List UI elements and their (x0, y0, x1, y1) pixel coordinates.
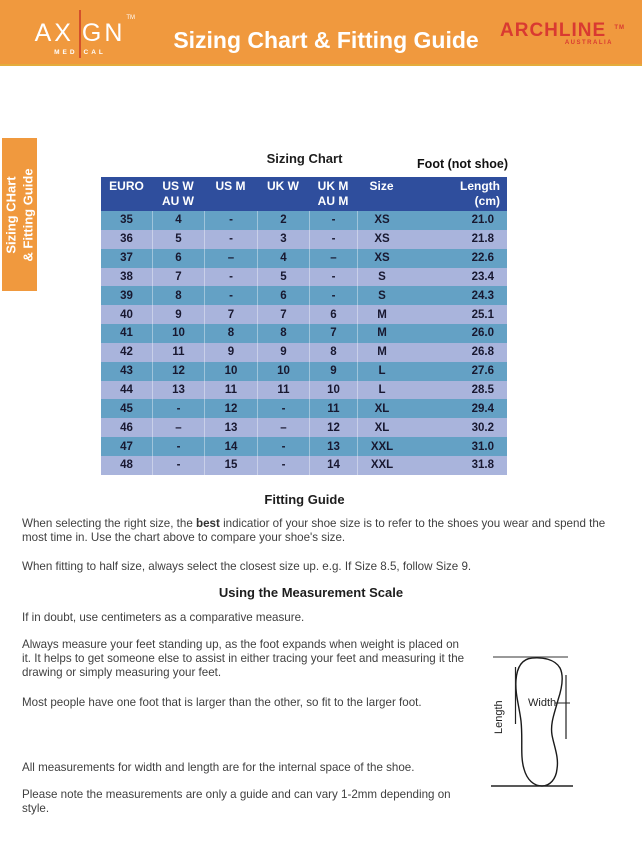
table-row (101, 343, 507, 362)
table-cell: 21.8 (471, 233, 494, 246)
table-row (101, 305, 507, 324)
column-header: US W AU W (162, 179, 194, 208)
archline-name: ARCHLINE (500, 20, 607, 41)
measurement-paragraph-5: Please note the measurements are only a guide and can vary 1-2mm depending on style. (22, 788, 451, 815)
table-cell: 10 (309, 381, 357, 400)
archline-trademark: TM (614, 25, 625, 31)
table-cell: - (257, 437, 309, 456)
axign-medical-left: MED (54, 49, 78, 56)
table-row (101, 324, 507, 343)
table-cell: - (204, 230, 257, 249)
table-cell: 45 (120, 402, 133, 415)
table-cell: 12 (204, 399, 257, 418)
table-cell: 9 (204, 343, 257, 362)
table-cell: 22.6 (471, 252, 494, 265)
axign-wordmark-right: GN (81, 19, 126, 47)
table-cell: - (257, 399, 309, 418)
table-cell: 2 (257, 211, 309, 230)
table-cell: 38 (120, 270, 133, 283)
table-cell: - (309, 211, 357, 230)
table-cell: 24.3 (471, 289, 494, 302)
table-cell: 4 (257, 249, 309, 268)
header-banner (0, 0, 642, 66)
table-cell: 10 (257, 362, 309, 381)
table-cell: 8 (152, 286, 204, 305)
table-row (101, 211, 507, 230)
table-cell: 31.0 (471, 440, 494, 453)
table-cell: 5 (152, 230, 204, 249)
side-tab-line1: Sizing CHart (3, 175, 18, 254)
table-cell: 6 (152, 249, 204, 268)
column-header: UK M AU M (317, 179, 349, 208)
archline-wordmark (500, 20, 625, 41)
table-cell: 36 (120, 233, 133, 246)
table-cell: L (357, 381, 406, 400)
table-cell: 14 (309, 456, 357, 475)
table-row (101, 456, 507, 475)
side-tab-label (3, 138, 36, 291)
table-cell: M (357, 343, 406, 362)
table-cell: - (204, 286, 257, 305)
side-tab (2, 138, 37, 291)
table-cell: L (357, 362, 406, 381)
table-cell: 26.8 (471, 346, 494, 359)
table-cell: 25.1 (471, 308, 494, 321)
table-cell: 46 (120, 421, 133, 434)
table-cell: 7 (152, 268, 204, 287)
table-cell: 29.4 (471, 402, 494, 415)
foot-measurement-diagram (485, 647, 642, 795)
table-cell: 35 (120, 214, 133, 227)
table-cell: - (152, 437, 204, 456)
page-title: Sizing Chart & Fitting Guide (173, 27, 479, 53)
table-cell: - (152, 456, 204, 475)
table-cell: 14 (204, 437, 257, 456)
table-cell: 10 (204, 362, 257, 381)
table-cell: 26.0 (471, 327, 494, 340)
table-cell: 43 (120, 365, 133, 378)
measurement-scale-heading: Using the Measurement Scale (218, 585, 404, 600)
table-cell: 21.0 (471, 214, 494, 227)
table-cell: 15 (204, 456, 257, 475)
side-tab-line2: & Fitting Guide (19, 167, 35, 262)
archline-australia-label: AUSTRALIA (564, 40, 613, 46)
table-cell: XS (357, 249, 406, 268)
column-header: EURO (109, 179, 144, 193)
table-row (101, 268, 507, 287)
table-cell: 13 (309, 437, 357, 456)
table-cell: 11 (309, 399, 357, 418)
table-cell: 7 (309, 324, 357, 343)
table-cell: 23.4 (471, 270, 494, 283)
table-cell: 11 (204, 381, 257, 400)
table-cell: 44 (120, 384, 133, 397)
table-cell: - (309, 230, 357, 249)
table-cell: 6 (309, 305, 357, 324)
fitting-guide-paragraph-1 (22, 517, 628, 545)
table-row (101, 418, 507, 437)
table-row (101, 230, 507, 249)
table-cell: 11 (257, 381, 309, 400)
p1-text-after: indicatior of your shoe size is to refer to the shoes you wear and spend the most time in. Use the chart above to compare your shoe's size. (22, 517, 606, 544)
p1-bold-word: best (196, 517, 220, 530)
width-label: Width (528, 697, 557, 709)
foot-outline-icon (516, 658, 562, 786)
table-cell: XL (357, 399, 406, 418)
table-cell: XS (357, 230, 406, 249)
table-cell: 31.8 (471, 459, 494, 472)
column-header: Length (cm) (460, 179, 500, 208)
column-header: UK W (267, 179, 299, 193)
table-cell: 6 (257, 286, 309, 305)
sizing-chart-title: Sizing Chart (266, 151, 343, 166)
sizing-table (101, 177, 507, 475)
table-cell: – (309, 249, 357, 268)
table-cell: 10 (152, 324, 204, 343)
table-cell: - (152, 399, 204, 418)
table-cell: - (257, 456, 309, 475)
table-row (101, 286, 507, 305)
table-cell: XL (357, 418, 406, 437)
table-row (101, 249, 507, 268)
table-cell: M (357, 324, 406, 343)
table-cell: 9 (152, 305, 204, 324)
table-row (101, 381, 507, 400)
measurement-paragraph-2: Always measure your feet standing up, as the foot expands when weight is placed on it. It helps to get someone else to assist in either tracing your feet and measuring it the drawing or simply measuring your feet. (22, 638, 465, 679)
table-cell: - (309, 268, 357, 287)
table-cell: 47 (120, 440, 133, 453)
table-cell: 13 (152, 381, 204, 400)
table-cell: 3 (257, 230, 309, 249)
table-cell: 40 (120, 308, 133, 321)
sizing-table-header (101, 177, 507, 211)
table-cell: XXL (357, 437, 406, 456)
column-header: US M (215, 179, 246, 193)
table-row (101, 437, 507, 456)
table-cell: – (257, 418, 309, 437)
table-body (101, 211, 507, 475)
table-cell: XS (357, 211, 406, 230)
table-cell: 7 (257, 305, 309, 324)
table-cell: S (357, 286, 406, 305)
fitting-guide-heading: Fitting Guide (264, 492, 345, 507)
table-cell: 4 (152, 211, 204, 230)
p1-text: When selecting the right size, the (22, 517, 196, 530)
axign-wordmark-left: AX (34, 19, 74, 47)
measurement-paragraph-1: If in doubt, use centimeters as a comparative measure. (22, 611, 305, 624)
table-cell: 41 (120, 327, 133, 340)
table-cell: 7 (204, 305, 257, 324)
table-cell: 12 (309, 418, 357, 437)
table-cell: – (204, 249, 257, 268)
length-label: Length (493, 700, 505, 734)
table-cell: 30.2 (471, 421, 494, 434)
table-cell: 9 (257, 343, 309, 362)
column-header: Size (369, 179, 394, 193)
table-cell: 5 (257, 268, 309, 287)
table-cell: 48 (120, 459, 133, 472)
table-cell: 8 (309, 343, 357, 362)
axign-red-bar-icon (79, 10, 81, 58)
table-cell: 27.6 (471, 365, 494, 378)
archline-logo (500, 20, 625, 46)
table-cell: 11 (152, 343, 204, 362)
table-row (101, 399, 507, 418)
table-cell: 28.5 (471, 384, 494, 397)
axign-medical-right: CAL (83, 49, 106, 56)
axign-trademark: TM (126, 15, 135, 21)
table-cell: 37 (120, 252, 133, 265)
table-cell: XXL (357, 456, 406, 475)
foot-not-shoe-note: Foot (not shoe) (417, 157, 508, 171)
measurement-paragraph-4: All measurements for width and length are for the internal space of the shoe. (22, 761, 415, 774)
table-cell: - (309, 286, 357, 305)
fitting-guide-paragraph-2: When fitting to half size, always select the closest size up. e.g. If Size 8.5, follow Size 9. (22, 560, 472, 573)
table-cell: - (204, 211, 257, 230)
axign-logo (28, 9, 135, 56)
table-cell: - (204, 268, 257, 287)
table-cell: 42 (120, 346, 133, 359)
table-cell: 8 (204, 324, 257, 343)
table-cell: 8 (257, 324, 309, 343)
measurement-paragraph-3: Most people have one foot that is larger than the other, so fit to the larger foot. (22, 696, 422, 709)
table-cell: S (357, 268, 406, 287)
table-cell: M (357, 305, 406, 324)
table-cell: 13 (204, 418, 257, 437)
table-cell: 12 (152, 362, 204, 381)
table-cell: 9 (309, 362, 357, 381)
table-cell: – (152, 418, 204, 437)
table-row (101, 362, 507, 381)
table-cell: 39 (120, 289, 133, 302)
